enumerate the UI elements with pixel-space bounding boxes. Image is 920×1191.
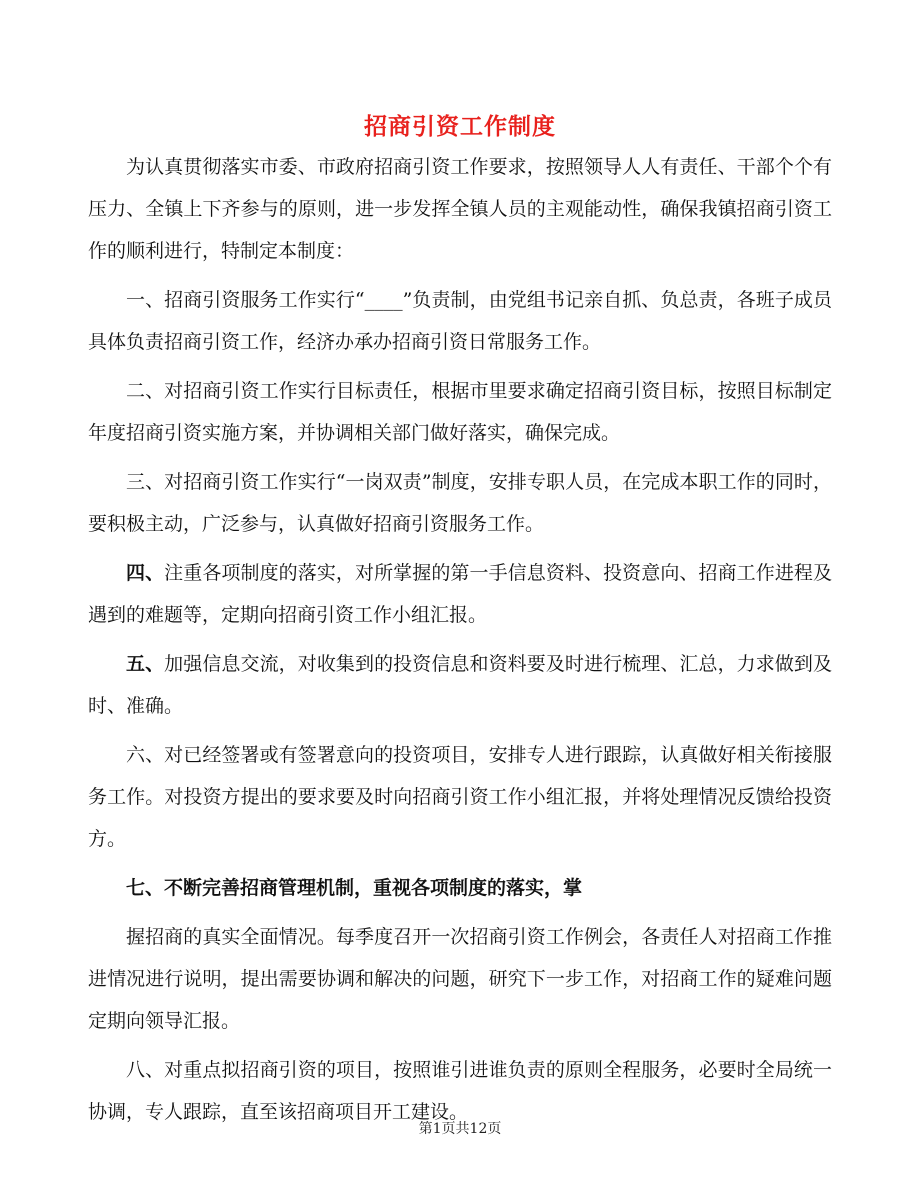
document-body xyxy=(88,146,832,1140)
item-3-text: 三、对招商引资工作实行“一岗双责”制度，安排专职人员，在完成本职工作的同时，要积极主动，广泛参与，认真做好招商引资服务工作。 xyxy=(88,471,832,535)
item-4-text: 注重各项制度的落实，对所掌握的第一手信息资料、投资意向、招商工作进程及遇到的难题等，定期向招商引资工作小组汇报。 xyxy=(88,562,832,626)
intro-paragraph: 为认真贯彻落实市委、市政府招商引资工作要求，按照领导人人有责任、干部个个有压力、全镇上下齐参与的原则，进一步发挥全镇人员的主观能动性，确保我镇招商引资工作的顺利进行，特制定本制度： xyxy=(88,156,832,262)
item-7-body: 握招商的真实全面情况。每季度召开一次招商引资工作例会，各责任人对招商工作推进情况进行说明，提出需要协调和解决的问题，研究下一步工作，对招商工作的疑难问题定期向领导汇报。 xyxy=(88,926,832,1032)
item-5-lead: 五、 xyxy=(126,653,165,675)
item-2-paragraph xyxy=(88,370,832,454)
item-7-heading: 七、不断完善招商管理机制，重视各项制度的落实，掌 xyxy=(126,877,583,899)
item-5-paragraph xyxy=(88,643,832,727)
item-1-paragraph xyxy=(88,279,832,363)
page-number-footer: 第1页共12页 xyxy=(418,1121,502,1137)
item-6-paragraph xyxy=(88,734,832,860)
item-4-paragraph xyxy=(88,552,832,636)
document-title: 招商引资工作制度 xyxy=(364,113,556,140)
item-3-paragraph xyxy=(88,461,832,545)
item-1-text: 一、招商引资服务工作实行“____”负责制，由党组书记亲自抓、负总责，各班子成员具体负责招商引资工作，经济办承办招商引资日常服务工作。 xyxy=(88,289,832,353)
item-6-text: 六、对已经签署或有签署意向的投资项目，安排专人进行跟踪，认真做好相关衔接服务工作。对投资方提出的要求要及时向招商引资工作小组汇报，并将处理情况反馈给投资方。 xyxy=(88,744,832,850)
item-8-paragraph: 八、对重点拟招商引资的项目，按照谁引进谁负责的原则全程服务，必要时全局统一协调，专人跟踪，直至该招商项目开工建设。 xyxy=(88,1059,832,1123)
item-2-text: 二、对招商引资工作实行目标责任，根据市里要求确定招商引资目标，按照目标制定年度招商引资实施方案，并协调相关部门做好落实，确保完成。 xyxy=(88,380,832,444)
item-4-lead: 四、 xyxy=(126,562,165,584)
item-5-text: 加强信息交流，对收集到的投资信息和资料要及时进行梳理、汇总，力求做到及时、准确。 xyxy=(88,653,832,717)
